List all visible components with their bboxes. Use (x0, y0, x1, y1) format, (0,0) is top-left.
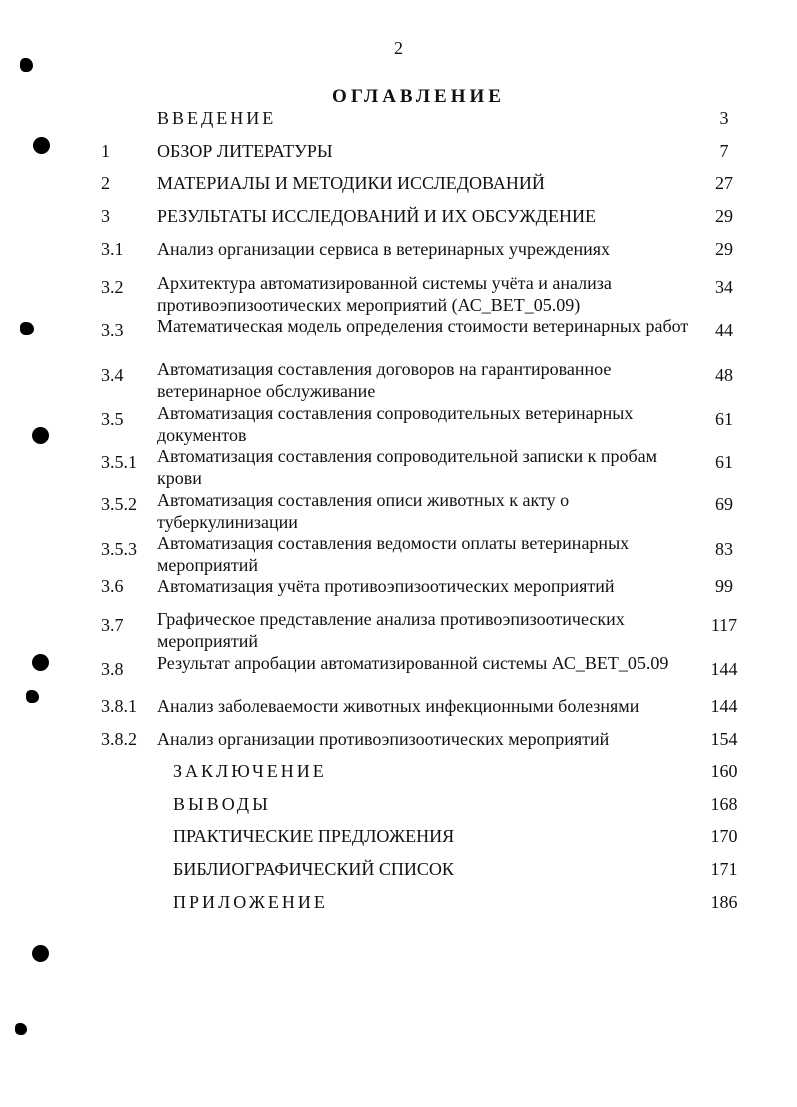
entry-title: Графическое представление анализа противоэпизоотических мероприятий (157, 609, 625, 651)
entry-page: 3 (719, 108, 729, 128)
entry-page: 168 (710, 794, 738, 814)
entry-title: ЗАКЛЮЧЕНИЕ (173, 761, 327, 781)
entry-page: 144 (710, 696, 738, 716)
entry-number: 2 (101, 173, 110, 193)
entry-number: 3.5.1 (101, 452, 137, 472)
entry-title: ВЫВОДЫ (173, 794, 271, 814)
entry-page: 61 (715, 452, 733, 472)
entry-title: Автоматизация составления описи животных к акту о туберкулинизации (157, 490, 570, 532)
entry-page: 144 (710, 659, 738, 679)
entry-page: 29 (715, 239, 733, 259)
entry-title: ПРАКТИЧЕСКИЕ ПРЕДЛОЖЕНИЯ (173, 826, 455, 846)
entry-page: 69 (715, 494, 733, 514)
scan-speck (15, 1023, 27, 1035)
entry-page: 7 (719, 141, 729, 161)
entry-title: Анализ организации сервиса в ветеринарных учреждениях (157, 239, 611, 259)
entry-page: 83 (715, 539, 733, 559)
entry-title: ВВЕДЕНИЕ (157, 108, 277, 128)
entry-page: 170 (710, 826, 738, 846)
entry-number: 3.8.2 (101, 729, 137, 749)
entry-title: Автоматизация составления сопроводительной записки к пробам крови (157, 446, 658, 488)
entry-title: Результат апробации автоматизированной системы АС_ВЕТ_05.09 (157, 653, 669, 673)
entry-page: 117 (710, 615, 738, 635)
entry-number: 3.6 (101, 576, 124, 596)
entry-page: 27 (715, 173, 733, 193)
scan-speck (20, 58, 33, 72)
entry-title: Математическая модель определения стоимости ветеринарных работ (157, 316, 689, 336)
entry-title: ПРИЛОЖЕНИЕ (173, 892, 328, 912)
entry-number: 3.3 (101, 320, 124, 340)
entry-title: Автоматизация учёта противоэпизоотических мероприятий (157, 576, 615, 596)
entry-page: 48 (715, 365, 733, 385)
entry-number: 3.7 (101, 615, 124, 635)
punch-hole (32, 427, 49, 444)
scan-speck (26, 690, 39, 703)
entry-number: 3.4 (101, 365, 124, 385)
entry-page: 99 (715, 576, 733, 596)
entry-title: Автоматизация составления ведомости оплаты ветеринарных мероприятий (157, 533, 630, 575)
entry-title: ОБЗОР ЛИТЕРАТУРЫ (157, 141, 333, 161)
entry-title: БИБЛИОГРАФИЧЕСКИЙ СПИСОК (173, 859, 454, 879)
entry-title: Анализ заболеваемости животных инфекционными болезнями (157, 696, 640, 716)
punch-hole (32, 945, 49, 962)
entry-page: 171 (710, 859, 738, 879)
entry-number: 3.5 (101, 409, 124, 429)
entry-number: 3.5.3 (101, 539, 137, 559)
entry-number: 3.8 (101, 659, 124, 679)
entry-number: 3.2 (101, 277, 124, 297)
punch-hole (33, 137, 50, 154)
entry-page: 186 (710, 892, 738, 912)
scan-speck (20, 322, 34, 335)
entry-page: 44 (715, 320, 733, 340)
entry-number: 3.8.1 (101, 696, 137, 716)
entry-title: МАТЕРИАЛЫ И МЕТОДИКИ ИССЛЕДОВАНИЙ (157, 173, 545, 193)
entry-page: 61 (715, 409, 733, 429)
punch-hole (32, 654, 49, 671)
entry-number: 1 (101, 141, 110, 161)
entry-title: Автоматизация составления сопроводительных ветеринарных документов (157, 403, 634, 445)
entry-number: 3.5.2 (101, 494, 137, 514)
entry-page: 154 (710, 729, 738, 749)
toc-title: ОГЛАВЛЕНИЕ (332, 86, 505, 107)
entry-page: 160 (710, 761, 738, 781)
entry-page: 29 (715, 206, 733, 226)
entry-number: 3.1 (101, 239, 124, 259)
entry-title: РЕЗУЛЬТАТЫ ИССЛЕДОВАНИЙ И ИХ ОБСУЖДЕНИЕ (157, 206, 596, 226)
entry-title: Анализ организации противоэпизоотических мероприятий (157, 729, 610, 749)
entry-title: Автоматизация составления договоров на гарантированное ветеринарное обслуживание (157, 359, 612, 401)
entry-number: 3 (101, 206, 110, 226)
entry-title: Архитектура автоматизированной системы учёта и анализа противоэпизоотических мероприятий (АС_ВЕТ_05.09) (157, 273, 612, 315)
entry-page: 34 (715, 277, 733, 297)
page-number: 2 (394, 38, 403, 58)
